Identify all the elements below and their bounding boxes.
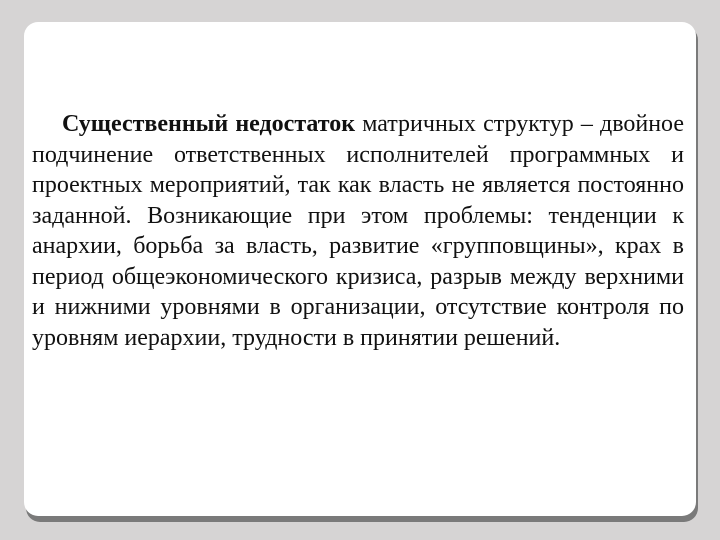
body-text: матричных структур – двойное подчинение ответственных исполнителей программных и проектных мероприятий, так как власть не является постоянно заданной. Возникающие при этом проблемы: тенденции к анархии, борьба за власть, развитие «групповщины», крах в период общеэкономического кризиса, разрыв между верхними и нижними уровнями в организации, отсутствие контроля по уровням иерархии, трудности в принятии решений.	[32, 111, 684, 351]
emphasis-text: Существенный недостаток	[62, 111, 356, 137]
slide-paragraph	[32, 109, 684, 353]
slide	[24, 22, 696, 516]
